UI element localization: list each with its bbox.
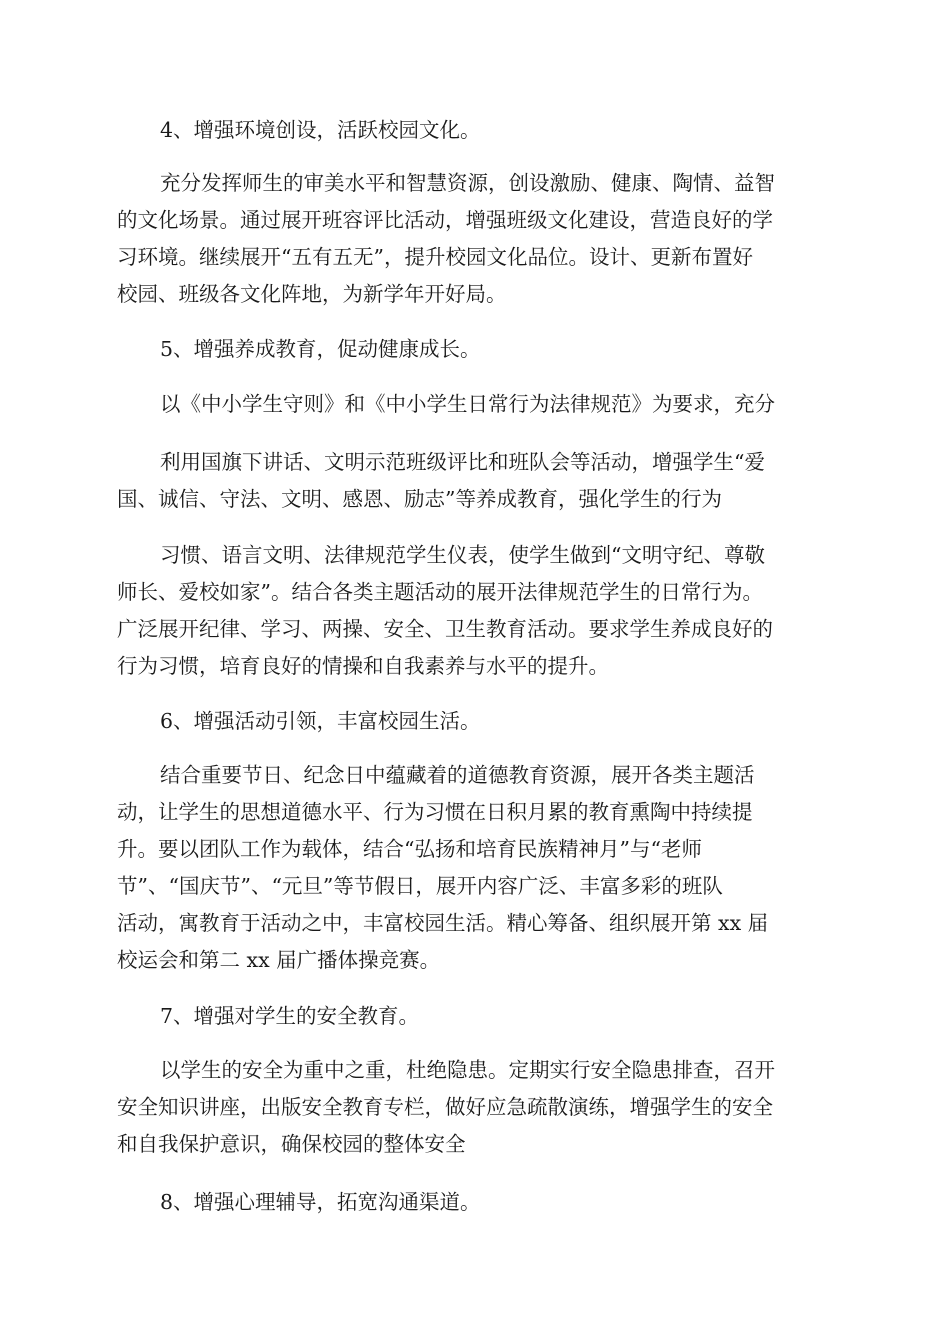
paragraph-habits: 习惯、语言文明、法律规范学生仪表，使学生做到“文明守纪、尊敬 师长、爱校如家”。结合各类主题活动的展开法律规范学生的日常行为。 广泛展开纪律、学习、两操、安全、卫生教育活动。要求学生养成良好的 行为习惯，培育良好的情操和自我素养与水平的提升。 — [117, 543, 773, 678]
paragraph-safety: 以学生的安全为重中之重，杜绝隐患。定期实行安全隐患排查，召开 安全知识讲座，出版安全教育专栏，做好应急疏散演练，增强学生的安全 和自我保护意识，确保校园的整体安全 — [117, 1058, 775, 1156]
paragraph-environment: 充分发挥师生的审美水平和智慧资源，创设激励、健康、陶情、益智 的文化场景。通过展开班容评比活动，增强班级文化建设，营造良好的学 习环境。继续展开“五有五无”，提升校园文化品位。设计、更新布置好 校园、班级各文化阵地，为新学年开好局。 — [117, 171, 775, 306]
section-heading-4: 4、增强环境创设，活跃校园文化。 — [160, 118, 481, 142]
paragraph-rules-intro: 以《中小学生守则》和《中小学生日常行为法律规范》为要求，充分 — [160, 392, 775, 416]
section-heading-5: 5、增强养成教育，促动健康成长。 — [160, 337, 481, 361]
section-heading-8: 8、增强心理辅导，拓宽沟通渠道。 — [160, 1190, 481, 1214]
paragraph-flag-speech: 利用国旗下讲话、文明示范班级评比和班队会等活动，增强学生“爱 国、诚信、守法、文明、感恩、励志”等养成教育，强化学生的行为 — [117, 450, 765, 511]
section-heading-6: 6、增强活动引领，丰富校园生活。 — [160, 709, 481, 733]
section-heading-7: 7、增强对学生的安全教育。 — [160, 1004, 420, 1028]
paragraph-activities: 结合重要节日、纪念日中蕴藏着的道德教育资源，展开各类主题活 动，让学生的思想道德水平、行为习惯在日积月累的教育熏陶中持续提 升。要以团队工作为载体，结合“弘扬和培育民族精神月”与“老师 节”、“国庆节”、“元旦”等节假日，展开内容广泛、丰富多彩的班队 活动，寓教育于活动之中，丰富校园生活。精心筹备、组织展开第 xx 届 校运会和第二 xx 届广播体操竞赛。 — [117, 763, 769, 972]
